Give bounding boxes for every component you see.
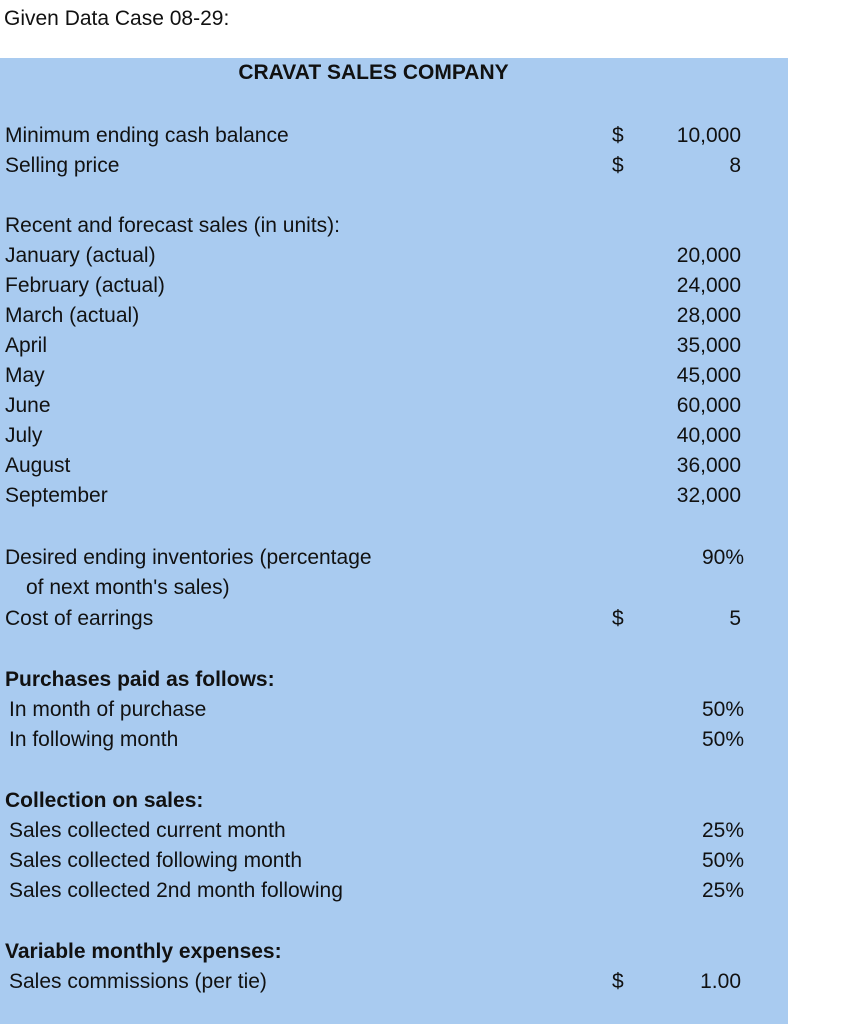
min-cash-row — [0, 121, 788, 151]
expenses-row — [0, 967, 788, 997]
sales-month: May — [5, 364, 45, 387]
inventory-row-continued — [0, 573, 788, 603]
purchases-label: In following month — [9, 728, 179, 751]
sales-month: March (actual) — [5, 304, 140, 327]
inventory-value: 90% — [701, 546, 744, 569]
sales-month: June — [5, 394, 51, 417]
sales-row — [0, 301, 788, 331]
sales-units: 32,000 — [676, 484, 741, 507]
sales-row — [0, 451, 788, 481]
sales-units: 24,000 — [676, 274, 741, 297]
cost-row — [0, 604, 788, 634]
sales-row — [0, 481, 788, 511]
inventory-label: Desired ending inventories (percentage — [5, 546, 372, 569]
min-cash-label: Minimum ending cash balance — [5, 124, 289, 147]
title-row — [0, 58, 788, 88]
selling-price-label: Selling price — [5, 154, 120, 177]
cost-label: Cost of earrings — [5, 607, 154, 630]
sales-row — [0, 271, 788, 301]
sales-row — [0, 331, 788, 361]
sales-month: September — [5, 484, 108, 507]
inventory-label-continued: of next month's sales) — [26, 576, 230, 599]
expenses-header-row — [0, 937, 788, 967]
expenses-label: Sales commissions (per tie) — [9, 970, 267, 993]
collections-value: 25% — [701, 879, 744, 902]
collections-label: Sales collected 2nd month following — [9, 879, 343, 902]
collections-label: Sales collected current month — [9, 819, 286, 842]
purchases-row — [0, 695, 788, 725]
sales-units: 35,000 — [676, 334, 741, 357]
collections-row — [0, 846, 788, 876]
inventory-row — [0, 543, 788, 573]
purchases-label: In month of purchase — [9, 698, 207, 721]
sales-month: January (actual) — [5, 244, 156, 267]
dollar-sign: $ — [612, 154, 624, 177]
collections-row — [0, 816, 788, 846]
sales-row — [0, 391, 788, 421]
sales-header: Recent and forecast sales (in units): — [5, 214, 340, 237]
expenses-value: 1.00 — [700, 970, 741, 993]
sales-row — [0, 361, 788, 391]
sales-row — [0, 421, 788, 451]
collections-row — [0, 876, 788, 906]
sales-month: April — [5, 334, 48, 357]
sales-row — [0, 241, 788, 271]
sales-units: 60,000 — [676, 394, 741, 417]
sales-units: 20,000 — [676, 244, 741, 267]
dollar-sign: $ — [612, 124, 624, 147]
sales-units: 36,000 — [676, 454, 741, 477]
purchases-header-row — [0, 665, 788, 695]
purchases-header: Purchases paid as follows: — [5, 668, 275, 691]
data-sheet — [0, 58, 788, 1024]
case-intro: Given Data Case 08-29: — [4, 7, 230, 30]
sales-month: July — [5, 424, 43, 447]
min-cash-value: 10,000 — [676, 124, 741, 147]
sales-header-row — [0, 211, 788, 241]
sales-month: February (actual) — [5, 274, 165, 297]
collections-header: Collection on sales: — [5, 789, 204, 812]
purchases-value: 50% — [701, 698, 744, 721]
dollar-sign: $ — [612, 607, 624, 630]
selling-price-row — [0, 151, 788, 181]
sales-units: 40,000 — [676, 424, 741, 447]
purchases-row — [0, 725, 788, 755]
sales-units: 28,000 — [676, 304, 741, 327]
collections-value: 25% — [701, 819, 744, 842]
collections-value: 50% — [701, 849, 744, 872]
sales-month: August — [5, 454, 71, 477]
selling-price-value: 8 — [729, 154, 741, 177]
company-title: CRAVAT SALES COMPANY — [238, 61, 509, 84]
collections-header-row — [0, 786, 788, 816]
purchases-value: 50% — [701, 728, 744, 751]
sales-units: 45,000 — [676, 364, 741, 387]
cost-value: 5 — [729, 607, 741, 630]
collections-label: Sales collected following month — [9, 849, 302, 872]
expenses-header: Variable monthly expenses: — [5, 940, 282, 963]
dollar-sign: $ — [612, 970, 624, 993]
